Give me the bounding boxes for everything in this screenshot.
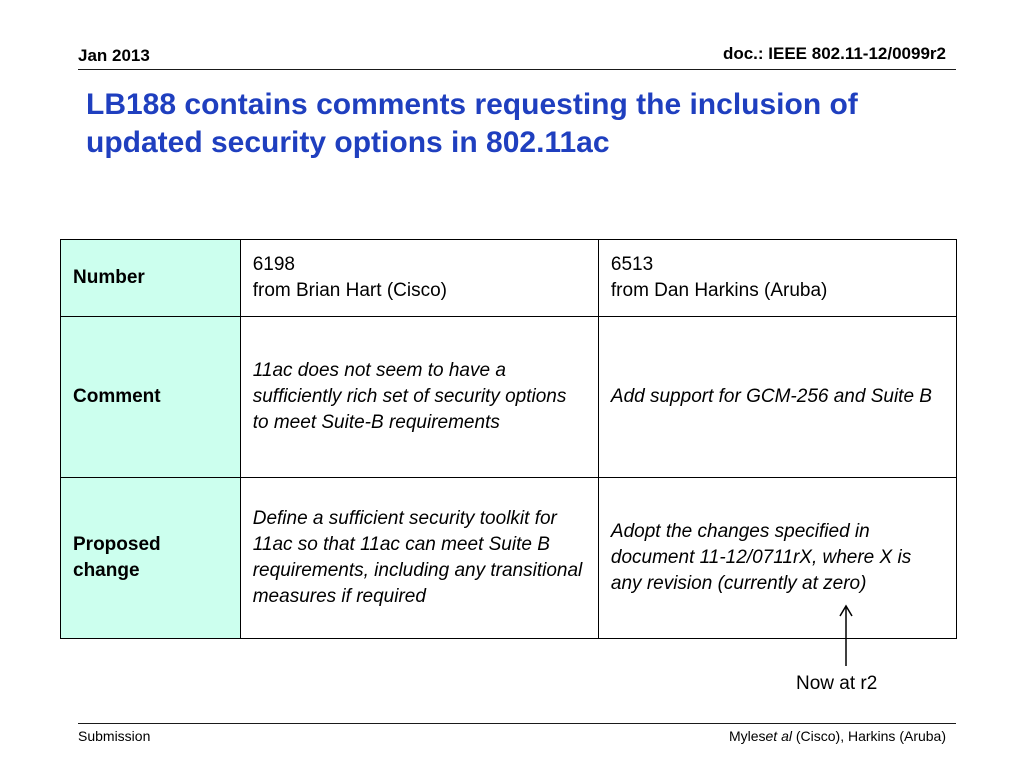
comment-id-aruba: 6513: [610, 254, 654, 275]
table-row-number: [61, 240, 957, 317]
header-divider: [78, 69, 956, 70]
commenter-aruba: from Dan Harkins (Aruba): [610, 280, 828, 301]
comments-table: [60, 239, 957, 639]
commenter-cisco: from Brian Hart (Cisco): [252, 280, 447, 301]
footer-authors: [729, 728, 946, 744]
comment-number-cisco: [240, 240, 598, 317]
header-doc-id: doc.: IEEE 802.11-12/0099r2: [722, 44, 946, 63]
revision-note: Now at r2: [796, 673, 878, 694]
comment-text-aruba: Add support for GCM-256 and Suite B: [598, 317, 956, 478]
proposed-change-cisco: Define a sufficient security toolkit for 11ac so that 11ac can meet Suite B requirements, including any transitional measures if required: [240, 478, 598, 639]
footer-affiliations: (Cisco), Harkins (Aruba): [791, 728, 946, 744]
footer-submission: Submission: [78, 728, 151, 744]
table-row-comment: [61, 317, 957, 478]
row-label-proposed-change: Proposed change: [61, 478, 241, 639]
slide-title: LB188 contains comments requesting the inclusion of updated security options in 802.11ac: [86, 88, 858, 159]
row-label-comment: Comment: [61, 317, 241, 478]
row-label-number: Number: [61, 240, 241, 317]
proposed-change-aruba: Adopt the changes specified in document 11-12/0711rX, where X is any revision (currently at zero): [598, 478, 956, 639]
footer-author-name: Myles: [728, 728, 766, 744]
footer-et-al: et al: [765, 728, 792, 744]
comment-id-cisco: 6198: [252, 254, 296, 275]
table-row-proposed-change: [61, 478, 957, 639]
arrow-up-icon: [836, 604, 856, 666]
footer-divider: [78, 723, 956, 724]
comment-number-aruba: [598, 240, 956, 317]
comment-text-cisco: 11ac does not seem to have a sufficiently rich set of security options to meet Suite-B requirements: [240, 317, 598, 478]
header-date: Jan 2013: [78, 46, 150, 65]
